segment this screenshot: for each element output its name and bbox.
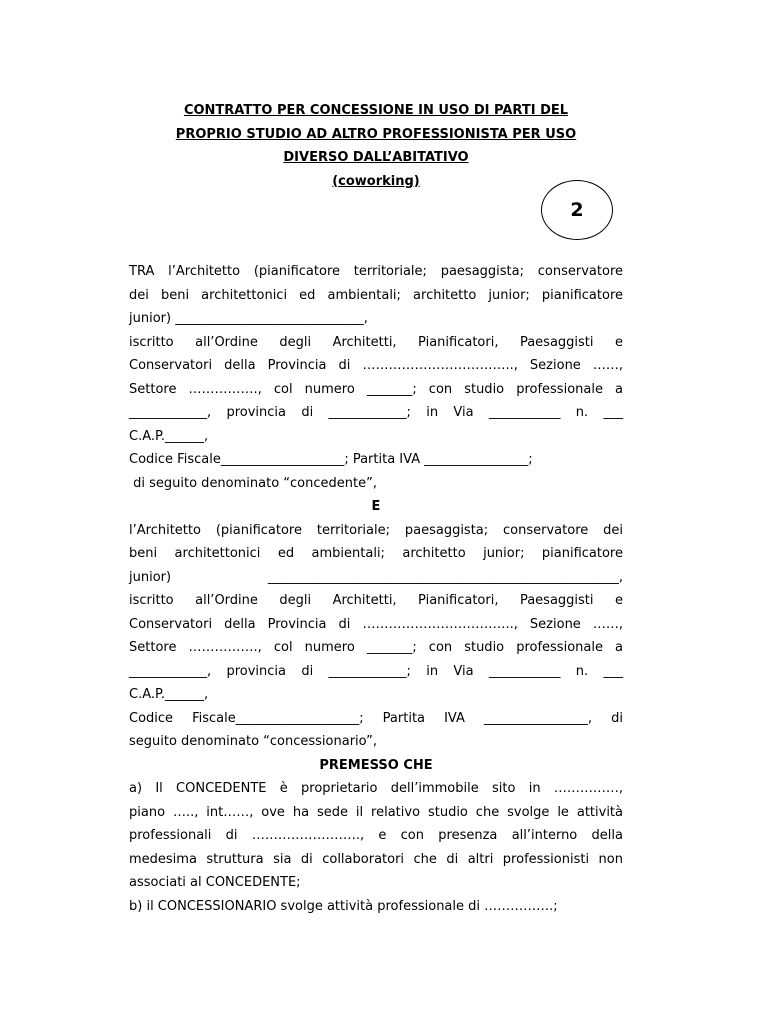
body-line: C.A.P.______,	[129, 428, 209, 444]
section-heading-premesso: PREMESSO CHE	[319, 757, 433, 773]
section-heading-e: E	[371, 499, 381, 514]
body-line: iscritto all’Ordine degli Architetti, Pianificatori, Paesaggisti e	[129, 334, 623, 350]
body-line: junior) _____________________________,	[129, 311, 368, 326]
body-line: associati al CONCEDENTE;	[129, 875, 301, 890]
body-line: b) il CONCESSIONARIO svolge attività professionale di …………….;	[129, 898, 558, 914]
body-line: piano ….., int……, ove ha sede il relativo studio che svolge le attività	[129, 804, 623, 820]
body-line: iscritto all’Ordine degli Architetti, Pianificatori, Paesaggisti e	[129, 593, 623, 608]
body-line: l’Architetto (pianificatore territoriale; paesaggista; conservatore dei	[129, 522, 623, 538]
body-line: Codice Fiscale___________________; Partita IVA ________________;	[129, 452, 533, 467]
body-line: ____________, provincia di ____________; in Via ___________ n. ___	[129, 405, 623, 420]
body-line: medesima struttura sia di collaboratori che di altri professionisti non	[129, 851, 623, 867]
contract-title	[130, 99, 622, 193]
body-line: beni architettonici ed ambientali; architetto junior; pianificatore	[129, 546, 623, 561]
title-line-2: PROPRIO STUDIO AD ALTRO PROFESSIONISTA PER USO	[175, 126, 577, 142]
body-line: dei beni architettonici ed ambientali; architetto junior; pianificatore	[129, 287, 623, 303]
body-line: Conservatori della Provincia di …………………………….., Sezione ……,	[129, 616, 623, 632]
body-line: Settore ……………., col numero _______; con studio professionale a	[129, 381, 623, 397]
body-line: professionali di ……………………., e con presenza all’interno della	[129, 828, 623, 843]
body-line: a) Il CONCEDENTE è proprietario dell’immobile sito in ……………,	[129, 781, 623, 796]
title-line-1: CONTRATTO PER CONCESSIONE IN USO DI PARTI DEL	[183, 103, 569, 118]
body-line: C.A.P.______,	[129, 687, 209, 702]
body-line: Codice Fiscale___________________; Partita IVA ________________, di	[129, 710, 623, 726]
body-line: seguito denominato “concessionario”,	[129, 734, 378, 749]
body-line: di seguito denominato “concedente”,	[129, 475, 377, 491]
body-line: ____________, provincia di ____________; in Via ___________ n. ___	[129, 663, 623, 679]
contract-body	[129, 260, 623, 918]
body-line: TRA l’Architetto (pianificatore territoriale; paesaggista; conservatore	[129, 264, 623, 279]
body-line: Settore ……………., col numero _______; con studio professionale a	[129, 640, 623, 655]
title-line-4: (coworking)	[332, 173, 420, 189]
body-line: Conservatori della Provincia di …………………………….., Sezione ……,	[129, 358, 623, 373]
title-line-3: DIVERSO DALL’ABITATIVO	[283, 150, 469, 165]
page-number-badge: 2	[541, 180, 613, 240]
body-line: junior) ______________________________________________________,	[129, 569, 623, 585]
